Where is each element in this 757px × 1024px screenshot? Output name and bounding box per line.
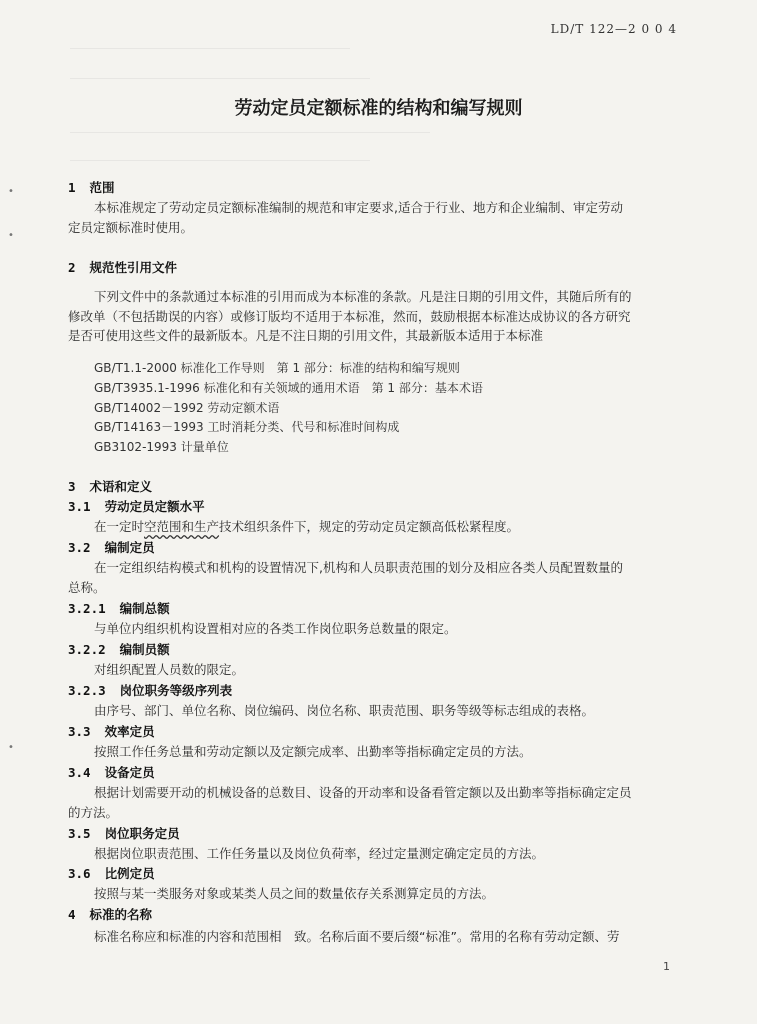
- page-number: 1: [663, 960, 670, 973]
- term-3-6-definition: 按照与某一类服务对象或某类人员之间的数量依存关系测算定员的方法。: [94, 886, 495, 901]
- scan-speck: •: [8, 186, 14, 197]
- section-number: 3: [68, 479, 76, 494]
- term-number: 3.5: [68, 826, 91, 841]
- section-4-paragraph: 标准名称应和标准的内容和范围相 致。名称后面不要后缀“标准”。常用的名称有劳动定额、劳: [94, 929, 620, 944]
- term-title: 编制员额: [119, 642, 170, 657]
- term-number: 3.2.3: [68, 683, 106, 698]
- term-title: 编制定员: [104, 540, 155, 555]
- term-3-6-heading: [68, 866, 155, 882]
- reference-item: GB/T14002－1992 劳动定额术语: [94, 401, 280, 415]
- bleed-through-mark: [70, 160, 370, 161]
- term-title: 岗位职务定员: [104, 826, 180, 841]
- term-3-2-definition: 在一定组织结构模式和机构的设置情况下,机构和人员职责范围的划分及相应各类人员配置数量的: [94, 560, 623, 575]
- term-3-2-1-definition: 与单位内组织机构设置相对应的各类工作岗位职务总数量的限定。: [94, 621, 457, 636]
- term-3-4-heading: [68, 765, 155, 781]
- term-title: 效率定员: [104, 724, 155, 739]
- term-title: 劳动定员定额水平: [104, 499, 205, 514]
- section-number: 4: [68, 907, 76, 922]
- bleed-through-mark: [70, 48, 350, 49]
- term-3-1-definition: [94, 519, 519, 535]
- term-3-3-definition: 按照工作任务总量和劳动定额以及定额完成率、出勤率等指标确定定员的方法。: [94, 744, 532, 759]
- term-3-2-heading: [68, 540, 155, 556]
- definition-text: 在一定时: [94, 519, 145, 534]
- bleed-through-mark: [70, 78, 370, 79]
- section-number: 2: [68, 260, 76, 275]
- reference-item: GB/T14163－1993 工时消耗分类、代号和标准时间构成: [94, 420, 400, 434]
- section-2-paragraph: 下列文件中的条款通过本标准的引用而成为本标准的条款。凡是注日期的引用文件，其随后所有的: [94, 289, 632, 304]
- section-number: 1: [68, 180, 76, 195]
- section-title: 标准的名称: [89, 907, 153, 922]
- definition-text: 技术组织条件下，规定的劳动定员定额高低松紧程度。: [219, 519, 520, 534]
- section-2-paragraph: 是否可使用这些文件的最新版本。凡是不注日期的引用文件，其最新版本适用于本标准: [68, 328, 544, 343]
- section-1-paragraph: 本标准规定了劳动定员定额标准编制的规范和审定要求,适合于行业、地方和企业编制、审定劳动: [94, 200, 623, 215]
- section-title: 规范性引用文件: [89, 260, 178, 275]
- term-3-3-heading: [68, 724, 155, 740]
- term-number: 3.6: [68, 866, 91, 881]
- term-number: 3.2.1: [68, 601, 106, 616]
- term-3-2-2-definition: 对组织配置人员数的限定。: [94, 662, 245, 677]
- term-title: 编制总额: [119, 601, 170, 616]
- term-3-4-definition: 根据计划需要开动的机械设备的总数目、设备的开动率和设备看管定额以及出勤率等指标确定定员: [94, 785, 632, 800]
- bleed-through-mark: [70, 132, 430, 133]
- term-number: 3.2.2: [68, 642, 106, 657]
- term-number: 3.1: [68, 499, 91, 514]
- term-number: 3.4: [68, 765, 91, 780]
- scan-speck: •: [8, 742, 14, 753]
- term-number: 3.3: [68, 724, 91, 739]
- term-3-2-definition: 总称。: [68, 580, 106, 595]
- term-3-2-3-definition: 由序号、部门、单位名称、岗位编码、岗位名称、职责范围、职务等级等标志组成的表格。: [94, 703, 595, 718]
- term-3-2-2-heading: [68, 642, 170, 658]
- standard-code: LD/T 122—2 0 0 4: [550, 22, 677, 36]
- document-title: 劳动定员定额标准的结构和编写规则: [234, 98, 523, 119]
- reference-item: GB3102-1993 计量单位: [94, 440, 229, 454]
- reference-item: GB/T1.1-2000 标准化工作导则 第 1 部分：标准的结构和编写规则: [94, 361, 460, 375]
- term-3-5-definition: 根据岗位职责范围、工作任务量以及岗位负荷率，经过定量测定确定定员的方法。: [94, 846, 545, 861]
- term-title: 岗位职务等级序列表: [119, 683, 233, 698]
- section-title: 术语和定义: [89, 479, 153, 494]
- section-1-paragraph: 定员定额标准时使用。: [68, 220, 194, 235]
- term-title: 设备定员: [104, 765, 155, 780]
- scan-speck: •: [8, 230, 14, 241]
- term-3-2-1-heading: [68, 601, 170, 617]
- term-number: 3.2: [68, 540, 91, 555]
- handwritten-underline-text: 空范围和生产: [144, 519, 220, 534]
- section-1-heading: [68, 180, 115, 196]
- term-3-4-definition: 的方法。: [68, 805, 119, 820]
- term-3-5-heading: [68, 826, 180, 842]
- section-2-heading: [68, 260, 177, 276]
- term-title: 比例定员: [104, 866, 155, 881]
- reference-item: GB/T3935.1-1996 标准化和有关领域的通用术语 第 1 部分：基本术语: [94, 381, 483, 395]
- section-2-paragraph: 修改单（不包括勘误的内容）或修订版均不适用于本标准，然而，鼓励根据本标准达成协议的各方研究: [68, 309, 631, 324]
- section-4-heading: [68, 907, 152, 923]
- term-3-2-3-heading: [68, 683, 232, 699]
- section-3-heading: [68, 479, 152, 495]
- section-title: 范围: [89, 180, 115, 195]
- term-3-1-heading: [68, 499, 205, 515]
